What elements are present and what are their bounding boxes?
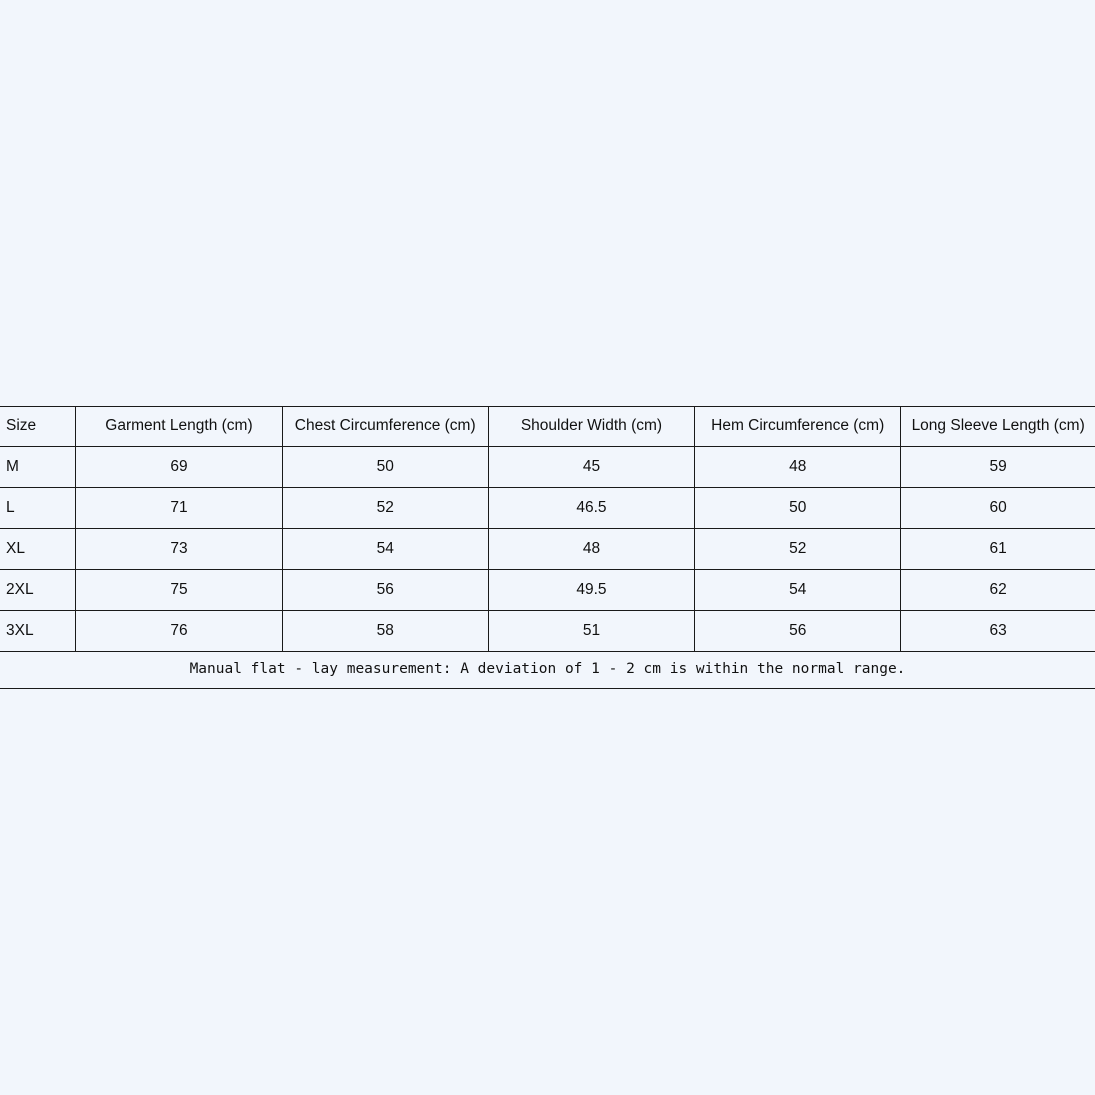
cell-shoulder-width: 45	[488, 447, 694, 488]
table-header-row	[0, 407, 1095, 447]
table-row	[0, 570, 1095, 611]
cell-garment-length: 69	[76, 447, 282, 488]
cell-garment-length: 73	[76, 529, 282, 570]
table-row	[0, 611, 1095, 652]
cell-chest-circumference: 56	[282, 570, 488, 611]
table-body	[0, 447, 1095, 689]
cell-long-sleeve-length: 63	[901, 611, 1095, 652]
cell-size: 3XL	[0, 611, 76, 652]
cell-size: XL	[0, 529, 76, 570]
cell-chest-circumference: 58	[282, 611, 488, 652]
cell-size: M	[0, 447, 76, 488]
column-header-chest-circumference: Chest Circumference (cm)	[282, 407, 488, 447]
size-chart-table	[0, 406, 1095, 689]
cell-garment-length: 76	[76, 611, 282, 652]
cell-shoulder-width: 49.5	[488, 570, 694, 611]
cell-hem-circumference: 52	[695, 529, 901, 570]
cell-shoulder-width: 46.5	[488, 488, 694, 529]
table-row	[0, 488, 1095, 529]
table-row	[0, 447, 1095, 488]
table-row	[0, 529, 1095, 570]
column-header-shoulder-width: Shoulder Width (cm)	[488, 407, 694, 447]
cell-long-sleeve-length: 62	[901, 570, 1095, 611]
cell-garment-length: 71	[76, 488, 282, 529]
column-header-size: Size	[0, 407, 76, 447]
cell-size: L	[0, 488, 76, 529]
cell-garment-length: 75	[76, 570, 282, 611]
cell-long-sleeve-length: 60	[901, 488, 1095, 529]
cell-hem-circumference: 48	[695, 447, 901, 488]
cell-hem-circumference: 56	[695, 611, 901, 652]
column-header-hem-circumference: Hem Circumference (cm)	[695, 407, 901, 447]
cell-long-sleeve-length: 59	[901, 447, 1095, 488]
measurement-note: Manual flat - lay measurement: A deviation of 1 - 2 cm is within the normal range.	[0, 652, 1095, 689]
table-header	[0, 407, 1095, 447]
table-note-row	[0, 652, 1095, 689]
cell-chest-circumference: 50	[282, 447, 488, 488]
cell-shoulder-width: 48	[488, 529, 694, 570]
cell-hem-circumference: 50	[695, 488, 901, 529]
cell-hem-circumference: 54	[695, 570, 901, 611]
cell-size: 2XL	[0, 570, 76, 611]
cell-chest-circumference: 54	[282, 529, 488, 570]
cell-chest-circumference: 52	[282, 488, 488, 529]
size-chart-table-container	[0, 406, 1095, 689]
cell-long-sleeve-length: 61	[901, 529, 1095, 570]
cell-shoulder-width: 51	[488, 611, 694, 652]
column-header-garment-length: Garment Length (cm)	[76, 407, 282, 447]
column-header-long-sleeve-length: Long Sleeve Length (cm)	[901, 407, 1095, 447]
